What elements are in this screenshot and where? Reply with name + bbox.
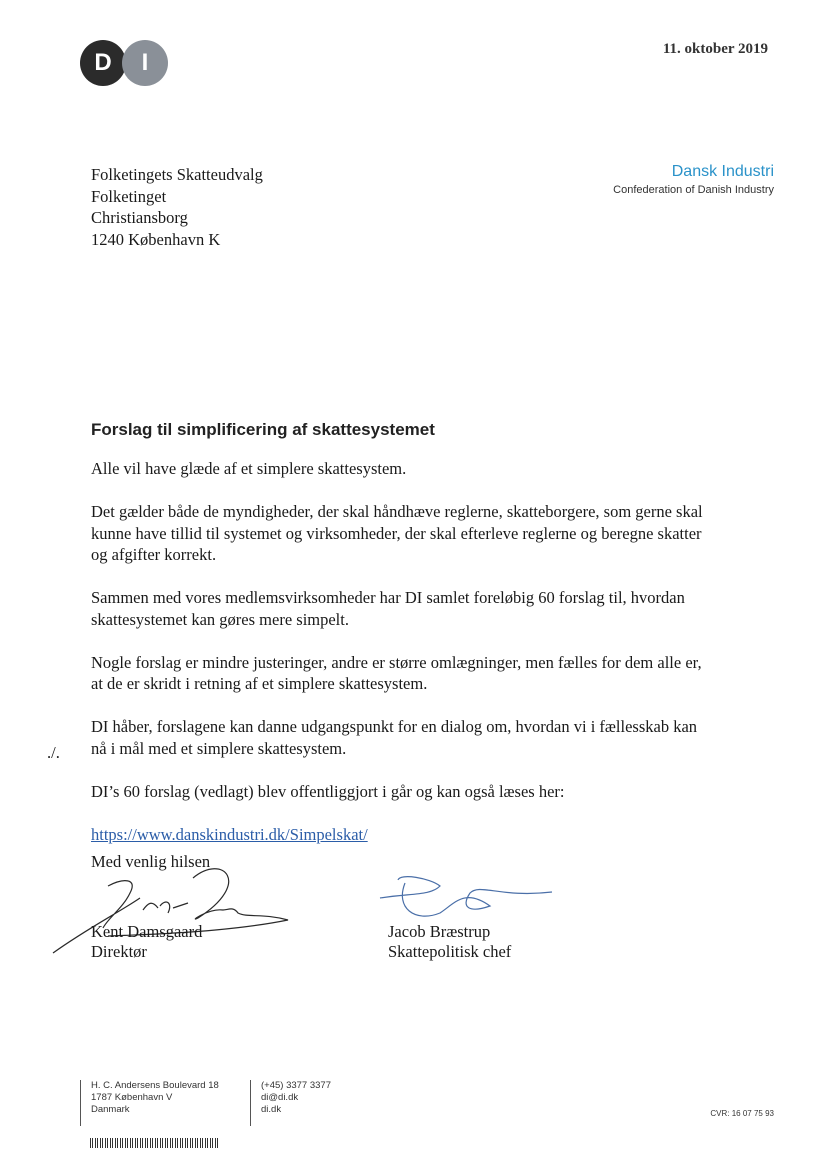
organization-name: Dansk Industri xyxy=(671,163,774,180)
link-paragraph xyxy=(91,824,703,846)
footer-cvr: CVR: 16 07 75 93 xyxy=(710,1109,774,1118)
footer-address-line: 1787 København V xyxy=(91,1092,173,1103)
simpelskat-link[interactable]: https://www.danskindustri.dk/Simpelskat/ xyxy=(91,824,368,844)
footer-address-line: Danmark xyxy=(91,1104,130,1115)
footer-website: di.dk xyxy=(261,1104,282,1115)
body-paragraph: DI’s 60 forslag (vedlagt) blev offentliggjort i går og kan også læses her: xyxy=(91,781,565,801)
recipient-line: Folketingets Skatteudvalg xyxy=(91,165,263,184)
body-paragraph: Nogle forslag er mindre justeringer, andre er større omlægninger, men fælles for dem alle er, at de er skridt i retning af et simplere skattesystem. xyxy=(91,652,702,693)
di-logo xyxy=(80,40,170,86)
signatory-right xyxy=(388,922,511,961)
body-paragraph: Det gælder både de myndigheder, der skal håndhæve reglerne, skatteborgere, som gerne skal kunne have tillid til systemet og virksomheder, der skal efterleve reglerne og beregne skatter og afgifter korrekt. xyxy=(91,502,703,564)
logo-letter-d: D xyxy=(80,40,126,86)
recipient-address xyxy=(91,164,263,250)
body-paragraph: Alle vil have glæde af et simplere skattesystem. xyxy=(91,459,407,478)
recipient-line: 1240 København K xyxy=(91,229,221,249)
letter-date: 11. oktober 2019 xyxy=(662,41,768,57)
organization-block xyxy=(613,162,774,198)
recipient-line: Folketinget xyxy=(91,186,167,206)
footer-email: di@di.dk xyxy=(261,1092,299,1103)
letter-body xyxy=(91,458,703,867)
footer-contact xyxy=(250,1080,331,1126)
footer-address xyxy=(80,1080,219,1126)
logo-letter-i: I xyxy=(122,40,168,86)
footer-phone: (+45) 3377 3377 xyxy=(261,1080,331,1091)
enclosure-mark: ./. xyxy=(47,743,60,762)
footer-address-line: H. C. Andersens Boulevard 18 xyxy=(91,1080,219,1091)
signatory-name: Kent Damsgaard xyxy=(91,922,203,941)
signature-jacob-braestrup xyxy=(370,868,560,928)
signatory-role: Direktør xyxy=(91,941,147,961)
signatory-name: Jacob Bræstrup xyxy=(388,922,491,941)
recipient-line: Christiansborg xyxy=(91,208,188,227)
organization-subtitle: Confederation of Danish Industry xyxy=(613,184,774,196)
signatory-left xyxy=(91,922,202,961)
closing-greeting: Med venlig hilsen xyxy=(91,852,211,871)
signatory-role: Skattepolitisk chef xyxy=(388,941,512,961)
barcode xyxy=(90,1138,220,1148)
letter-title: Forslag til simplificering af skattesystemet xyxy=(91,420,435,439)
body-paragraph: DI håber, forslagene kan danne udgangspunkt for en dialog om, hvordan vi i fællesskab kan nå i mål med et simplere skattesystem. xyxy=(91,717,698,758)
body-paragraph: Sammen med vores medlemsvirksomheder har DI samlet foreløbig 60 forslag til, hvordan skattesystemet kan gøres mere simpelt. xyxy=(91,588,685,629)
